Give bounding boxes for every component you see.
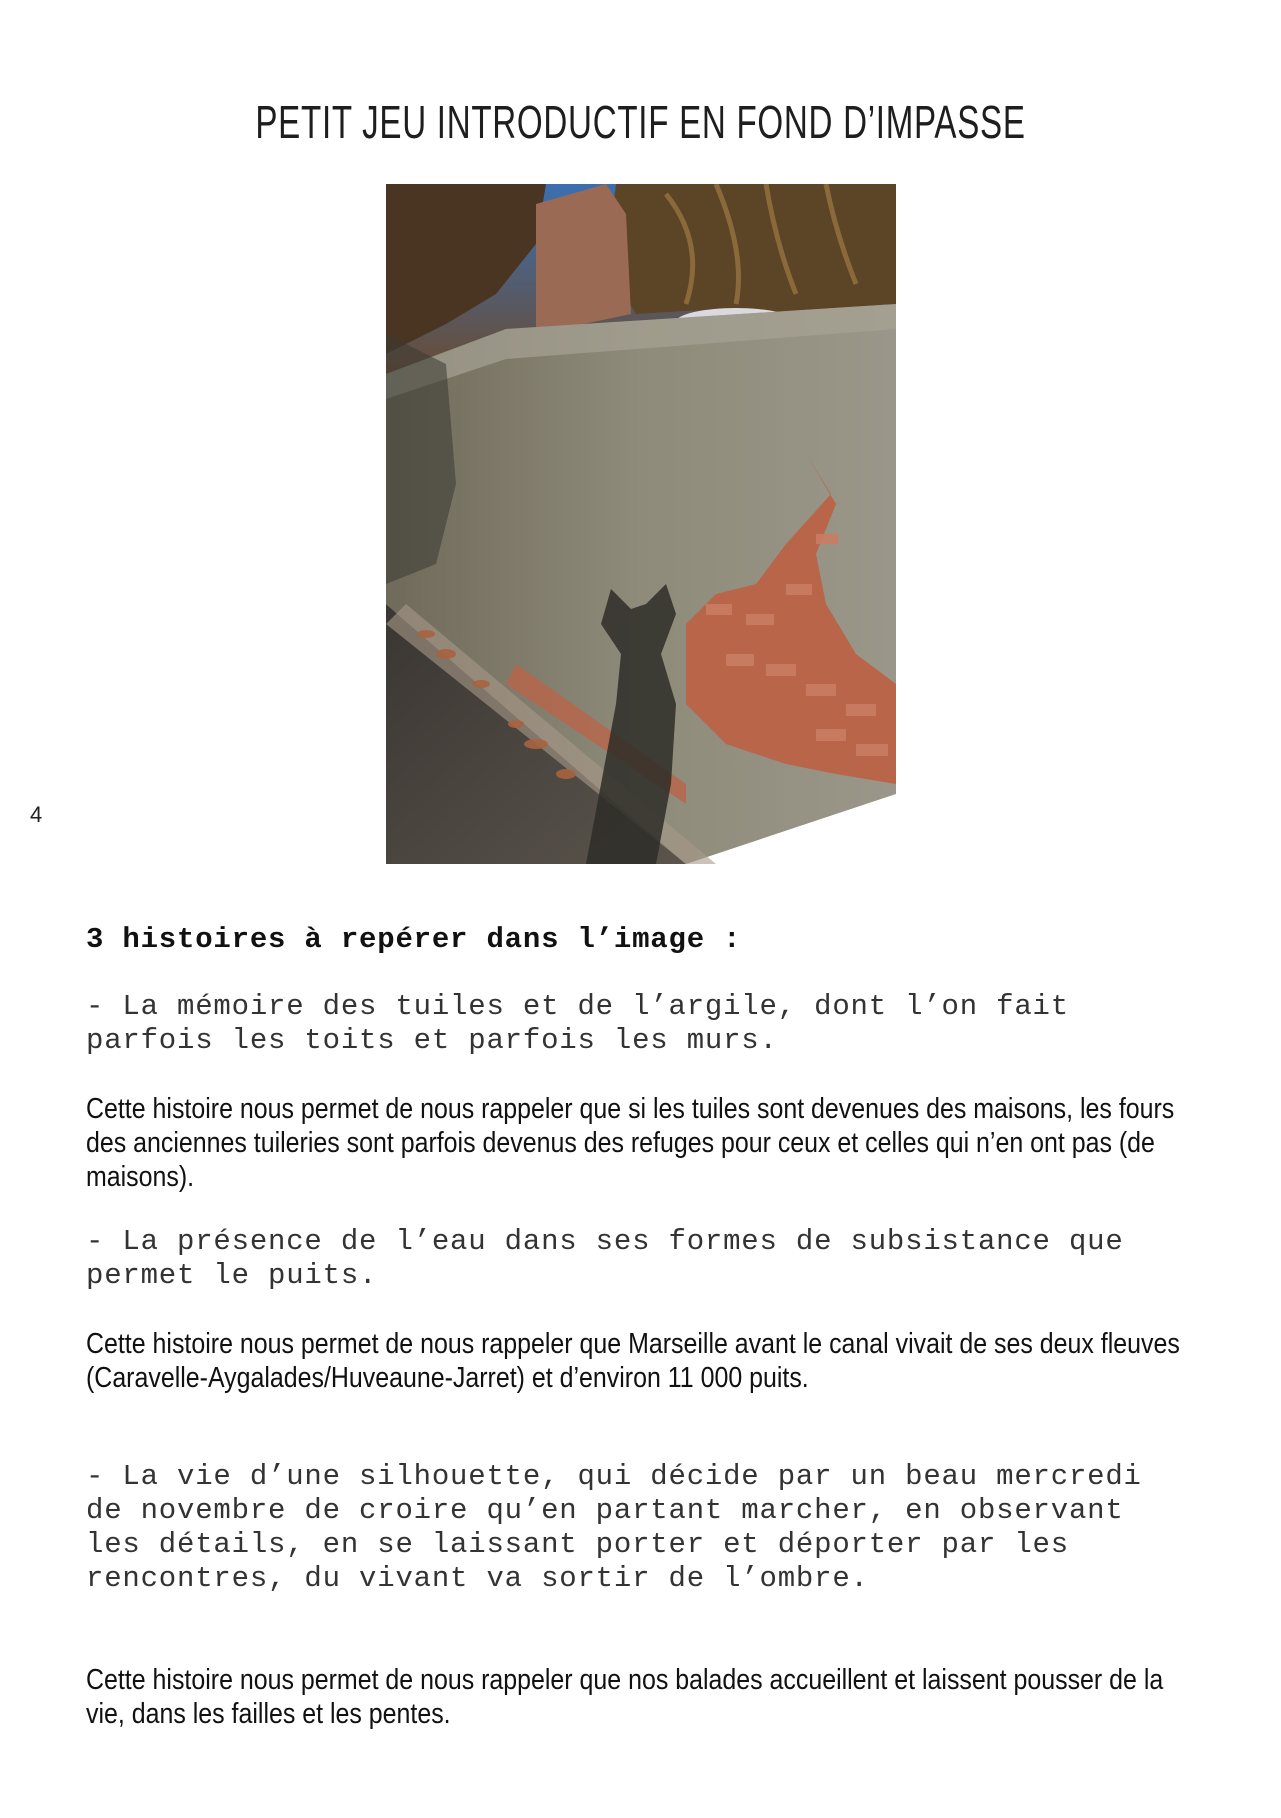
story-3-explanation: Cette histoire nous permet de nous rappeler que nos balades accueillent et laissent pousser de la vie, dans les failles et les pentes. (86, 1664, 1164, 1730)
section-heading: 3 histoires à repérer dans l’image : (86, 923, 742, 956)
page-title: PETIT JEU INTRODUCTIF EN FOND D’IMPASSE (255, 96, 1026, 148)
story-3-text: - La vie d’une silhouette, qui décide par un beau mercredi de novembre de croire qu’en partant marcher, en observant les détails, en se laissant porter et déporter par les rencontres, du vivant va sortir de l’ombre. (86, 1460, 1160, 1595)
wall-shadow-photo (386, 184, 896, 864)
page-number: 4 (30, 802, 43, 827)
story-2-explanation: Cette histoire nous permet de nous rappeler que Marseille avant le canal vivait de ses deux fleuves (Caravelle-Aygalades/Huveaune-Jarret) et d’environ 11 000 puits. (86, 1328, 1180, 1394)
story-1-explanation: Cette histoire nous permet de nous rappeler que si les tuiles sont devenues des maisons, les fours des anciennes tuileries sont parfois devenus des refuges pour ceux et celles qui n’en ont pas (de maisons). (86, 1093, 1175, 1193)
story-2-text: - La présence de l’eau dans ses formes de subsistance que permet le puits. (86, 1225, 1142, 1292)
story-1-text: - La mémoire des tuiles et de l’argile, dont l’on fait parfois les toits et parfois les murs. (86, 990, 1088, 1057)
